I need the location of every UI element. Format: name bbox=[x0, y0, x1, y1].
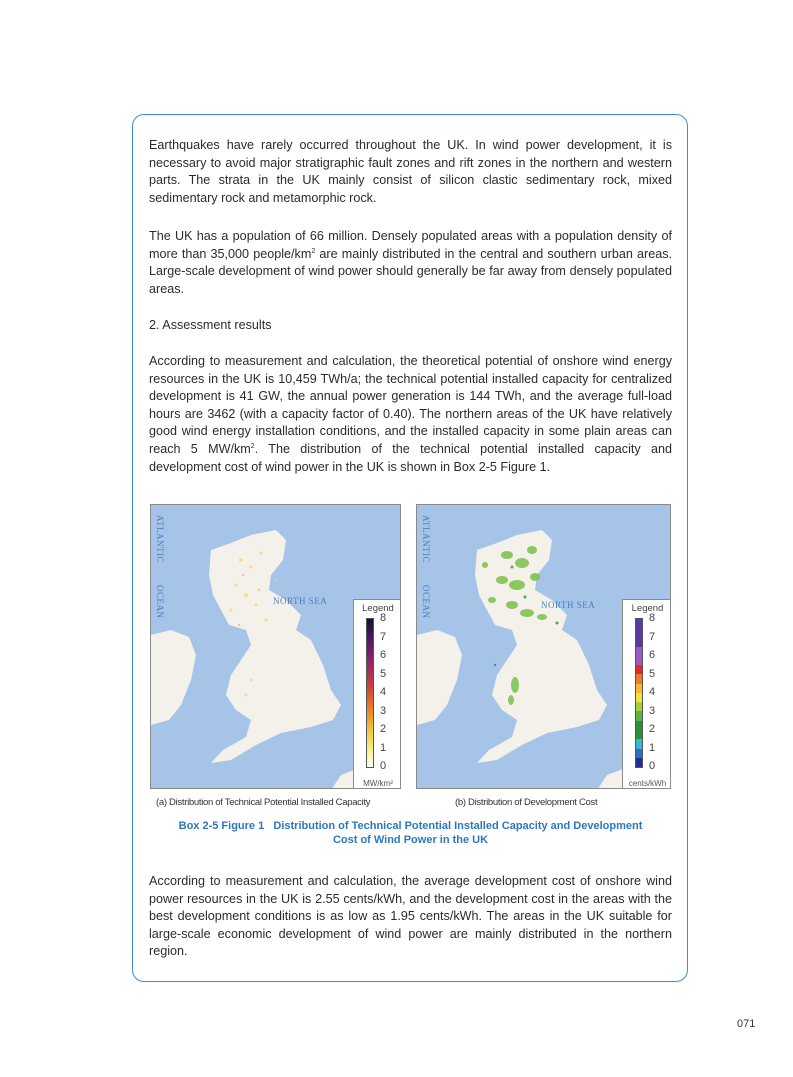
legend-tick: 5 bbox=[649, 667, 656, 680]
paragraph-population bbox=[149, 228, 672, 298]
legend-capacity bbox=[353, 599, 401, 789]
subcaption-b: (b) Distribution of Development Cost bbox=[455, 797, 598, 808]
great-britain-landmass bbox=[209, 530, 341, 763]
ocean-label: OCEAN bbox=[421, 585, 431, 619]
text: According to measurement and calculation, the theoretical potential of onshore wind energy resources in the UK is 10,459 TWh/a; the technical potential installed capacity for centralized development is 41 GW, the annual power generation is 144 TWh, and the average full-load hours are 3462 (with a capacity factor of 0.40). The northern areas of the UK have relatively good wind energy installation conditions, and the installed capacity in some plain areas can reach 5 MW/km bbox=[149, 354, 672, 456]
section-heading: 2. Assessment results bbox=[149, 318, 272, 332]
page-number: 071 bbox=[737, 1018, 756, 1030]
figure-caption bbox=[150, 819, 671, 847]
legend-tick: 6 bbox=[380, 649, 387, 661]
legend-tick: 6 bbox=[649, 649, 656, 661]
legend-title: Legend bbox=[362, 603, 394, 614]
north-sea-label: NORTH SEA bbox=[541, 600, 596, 610]
figure-caption-line2: Cost of Wind Power in the UK bbox=[332, 834, 489, 846]
ireland-landmass bbox=[151, 630, 196, 725]
atlantic-label: ATLANTIC bbox=[155, 515, 165, 563]
map-development-cost bbox=[416, 504, 671, 789]
legend-color-bar bbox=[366, 618, 374, 768]
legend-unit: MW/km² bbox=[363, 779, 393, 788]
atlantic-label: ATLANTIC bbox=[421, 515, 431, 563]
paragraph-geology: Earthquakes have rarely occurred throughout the UK. In wind power development, it is necessary to avoid major stratigraphic fault zones and rift zones in the northern and western parts. The strata in the UK mainly consist of silicon clastic sedimentary rock, mixed sedimentary rock and metamorphic rock. bbox=[149, 138, 672, 205]
legend-tick: 8 bbox=[649, 612, 656, 624]
paragraph-assessment bbox=[149, 353, 672, 476]
legend-tick: 7 bbox=[380, 630, 387, 643]
great-britain-landmass bbox=[475, 530, 607, 763]
map-installed-capacity bbox=[150, 504, 401, 789]
text: are mainly distributed in the central and southern urban areas. Large-scale development of wind power should generally be far away from densely populated areas. bbox=[149, 246, 672, 296]
legend-tick: 2 bbox=[380, 723, 387, 735]
legend-tick: 1 bbox=[380, 741, 387, 754]
legend-tick: 8 bbox=[380, 612, 387, 624]
legend-tick: 4 bbox=[380, 686, 387, 698]
north-sea-label: NORTH SEA bbox=[273, 596, 328, 606]
legend-cost bbox=[622, 599, 671, 789]
subcaption-a: (a) Distribution of Technical Potential Installed Capacity bbox=[156, 797, 371, 808]
legend-title: Legend bbox=[631, 603, 664, 614]
legend-tick: 0 bbox=[649, 760, 656, 772]
figure-caption-line1: Box 2-5 Figure 1 Distribution of Technical Potential Installed Capacity and Development bbox=[178, 820, 643, 832]
superscript: 2 bbox=[250, 442, 255, 450]
legend-tick: 1 bbox=[649, 741, 656, 754]
legend-tick: 0 bbox=[380, 760, 387, 772]
legend-tick: 4 bbox=[649, 686, 656, 698]
paragraph-cost: According to measurement and calculation, the average development cost of onshore wind power resources in the UK is 2.55 cents/kWh, and the development cost in the areas with the best development conditions is as low as 1.95 cents/kWh. The areas in the UK suitable for large-scale economic development of wind power are mainly distributed in the northern region. bbox=[149, 874, 672, 959]
legend-tick: 3 bbox=[380, 704, 387, 717]
legend-unit: cents/kWh bbox=[628, 779, 667, 788]
text: The UK has a population of 66 million. Densely populated areas with a population density of more than 35,000 people/km bbox=[149, 229, 672, 261]
legend-color-bar bbox=[635, 618, 643, 768]
legend-tick: 3 bbox=[649, 704, 656, 717]
legend-tick: 5 bbox=[380, 667, 387, 680]
ocean-label: OCEAN bbox=[155, 585, 165, 619]
legend-tick: 7 bbox=[649, 630, 656, 643]
ireland-landmass bbox=[417, 630, 462, 725]
text: . The distribution of the technical potential installed capacity and development cost of wind power in the UK is shown in Box 2-5 Figure 1. bbox=[149, 441, 672, 474]
legend-tick: 2 bbox=[649, 723, 656, 735]
superscript: 2 bbox=[311, 247, 316, 255]
